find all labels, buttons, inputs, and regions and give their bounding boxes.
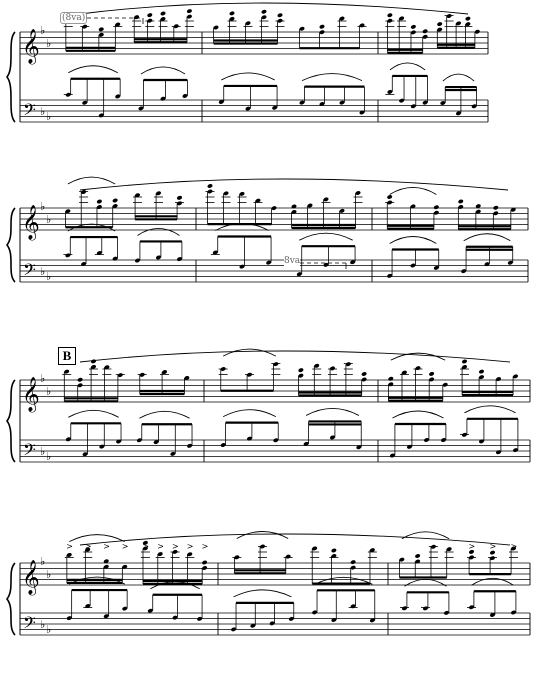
treble-clef-icon: 𝄞: [22, 377, 40, 412]
ottava-mark-system-1: (8va): [62, 13, 86, 23]
notehead: [410, 24, 416, 29]
flat-sign: ♭: [46, 450, 52, 463]
notehead: [388, 376, 394, 381]
bass-clef-icon: 𝄢: [23, 612, 36, 637]
rehearsal-mark-b: B: [58, 347, 76, 365]
notehead: [350, 559, 356, 564]
flat-sign: ♭: [46, 270, 52, 283]
treble-clef-icon: 𝄞: [22, 560, 40, 595]
notehead: [478, 369, 484, 374]
slur: [464, 234, 511, 241]
bass-clef-icon: 𝄢: [23, 439, 36, 464]
flat-sign: ♭: [46, 213, 52, 226]
notehead: [461, 359, 467, 364]
notehead: [298, 367, 304, 372]
slur: [68, 177, 115, 184]
notehead: [493, 205, 499, 210]
flat-sign: ♭: [40, 265, 46, 278]
brace: [7, 563, 15, 635]
notehead: [202, 560, 208, 565]
system-2: [7, 177, 528, 283]
notehead: [186, 8, 192, 13]
bass-clef-icon: 𝄢: [23, 259, 36, 284]
accent-mark: >: [172, 542, 179, 551]
brace: [7, 380, 15, 462]
flat-sign: ♭: [40, 618, 46, 631]
ottava-mark-system-2: 8va: [284, 256, 301, 266]
notehead: [433, 205, 439, 210]
notehead: [422, 29, 428, 34]
notehead: [229, 11, 235, 16]
notehead: [277, 13, 283, 18]
notehead: [361, 371, 367, 376]
notehead: [429, 371, 435, 376]
flat-sign: ♭: [46, 385, 52, 398]
slur: [302, 74, 362, 81]
flat-sign: ♭: [40, 200, 46, 213]
slur: [221, 73, 274, 80]
slur: [223, 349, 276, 356]
notehead: [98, 27, 104, 32]
flat-sign: ♭: [40, 105, 46, 118]
accent-mark: >: [84, 542, 92, 551]
flat-sign: ♭: [46, 623, 52, 636]
notehead: [465, 16, 471, 21]
accent-mark: >: [186, 542, 194, 551]
slur: [138, 228, 180, 235]
accent-mark: >: [103, 542, 110, 551]
slur: [68, 410, 118, 417]
treble-clef-icon: 𝄞: [22, 29, 40, 64]
slur: [139, 411, 189, 418]
flat-sign: ♭: [40, 445, 46, 458]
slur: [141, 67, 185, 74]
slur: [237, 532, 288, 539]
slur: [443, 74, 474, 81]
flat-sign: ♭: [46, 37, 52, 50]
notehead: [160, 11, 166, 16]
notehead: [437, 21, 443, 26]
notehead: [147, 12, 153, 17]
flat-sign: ♭: [46, 568, 52, 581]
accent-mark: >: [66, 542, 73, 551]
accent-mark: >: [201, 542, 209, 551]
notehead: [261, 9, 267, 14]
notehead: [458, 199, 464, 204]
flat-sign: ♭: [40, 24, 46, 37]
slur: [69, 535, 125, 542]
accent-mark: >: [468, 542, 476, 551]
phrase-slur: [80, 3, 468, 14]
notehead: [90, 359, 96, 364]
slur: [393, 411, 444, 418]
notehead: [207, 183, 213, 188]
slur: [68, 66, 118, 73]
slur: [234, 590, 292, 597]
notehead: [176, 195, 182, 200]
notehead: [112, 198, 118, 203]
system-3: [7, 349, 530, 463]
accent-mark: >: [510, 542, 518, 551]
slur: [299, 233, 352, 240]
notehead: [387, 194, 393, 199]
slur: [390, 187, 437, 194]
phrase-slur: [80, 351, 510, 362]
bass-clef-icon: 𝄢: [23, 99, 36, 124]
notehead: [319, 24, 325, 29]
notehead: [331, 548, 337, 553]
notehead: [415, 553, 421, 558]
slur: [390, 63, 425, 70]
notehead: [77, 377, 83, 382]
flat-sign: ♭: [46, 110, 52, 123]
slur: [223, 410, 276, 417]
flat-sign: ♭: [40, 372, 46, 385]
accent-mark: >: [489, 542, 497, 551]
phrase-slur: [80, 179, 508, 190]
slur: [306, 408, 359, 415]
accent-mark: >: [121, 542, 129, 551]
treble-clef-icon: 𝄞: [22, 205, 40, 240]
accent-mark: >: [142, 542, 150, 551]
accent-mark: >: [157, 542, 164, 551]
flat-sign: ♭: [40, 555, 46, 568]
system-4: [7, 532, 530, 637]
brace: [7, 32, 15, 122]
notehead: [387, 13, 393, 18]
slur: [465, 406, 516, 413]
notehead: [96, 199, 102, 204]
brace: [7, 208, 15, 282]
slur: [390, 236, 437, 243]
